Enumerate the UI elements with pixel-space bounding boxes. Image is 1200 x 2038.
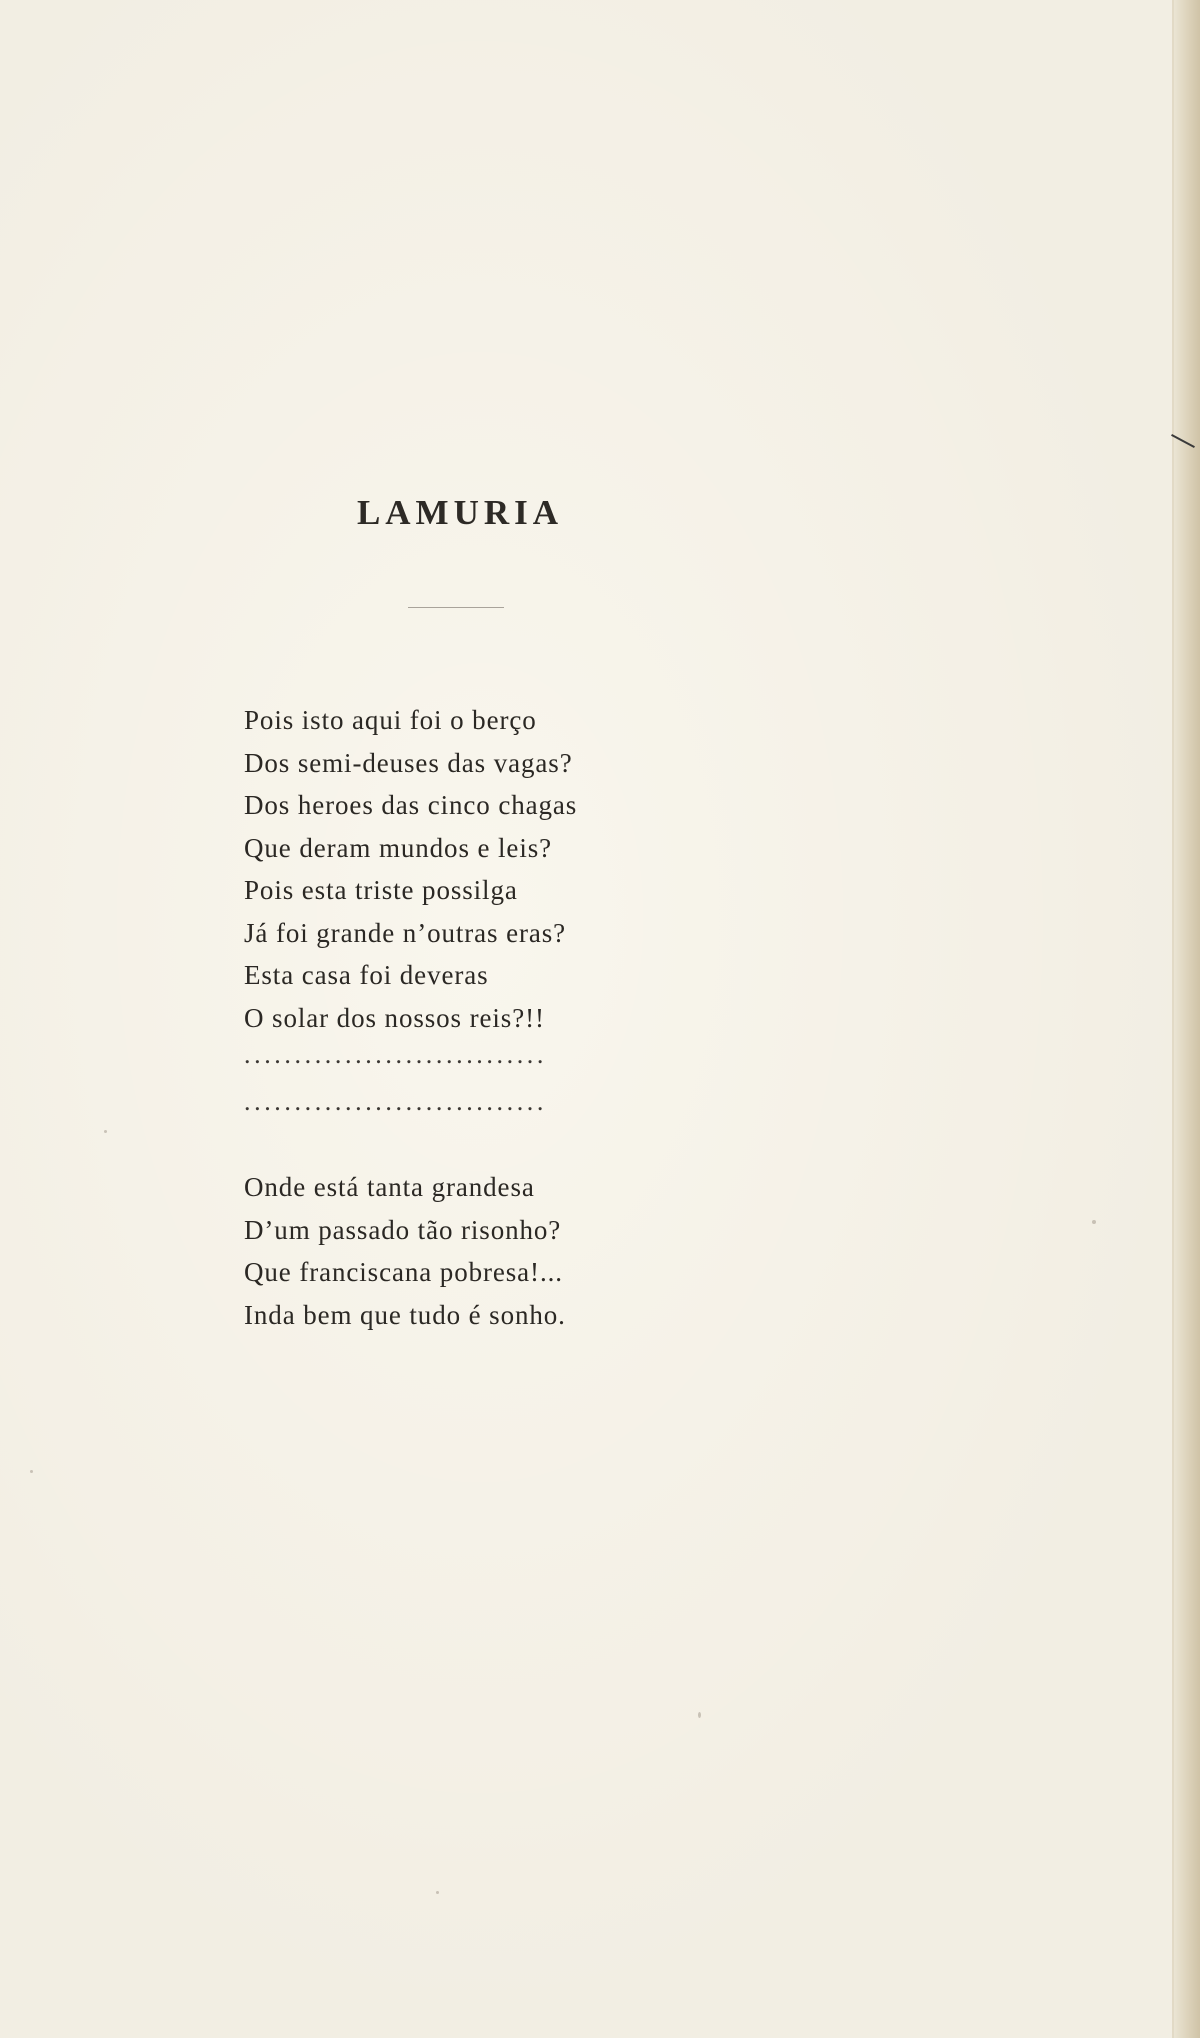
verse-line: Já foi grande n’outras eras? xyxy=(244,917,567,948)
verse-line: Que deram mundos e leis? xyxy=(244,832,553,863)
stanza-1 xyxy=(244,699,577,1039)
verse-line: Onde está tanta grandesa xyxy=(244,1172,535,1202)
ellipsis-line: .............................. xyxy=(244,1087,547,1116)
paper-speck xyxy=(1092,1220,1096,1224)
verse-line: Pois isto aqui foi o berço xyxy=(244,705,537,735)
verse-line: Dos heroes das cinco chagas xyxy=(244,790,578,820)
stanza-2 xyxy=(244,1166,566,1336)
poem-title: LAMURIA xyxy=(356,493,564,533)
paper-speck xyxy=(30,1470,33,1473)
verse-line: O solar dos nossos reis?!! xyxy=(244,1002,545,1033)
paper-speck xyxy=(436,1891,439,1894)
page-edge xyxy=(1174,0,1200,2038)
verse-line: D’um passado tão risonho? xyxy=(244,1214,562,1245)
paper-speck xyxy=(104,1130,107,1133)
verse-line: Esta casa foi deveras xyxy=(244,960,489,990)
verse-line: Inda bem que tudo é sonho. xyxy=(244,1299,566,1330)
verse-line: Dos semi-deuses das vagas? xyxy=(244,747,573,778)
verse-line: Que franciscana pobresa!... xyxy=(244,1257,563,1287)
ellipsis-line: .............................. xyxy=(244,1040,547,1069)
verse-line: Pois esta triste possilga xyxy=(244,875,518,905)
title-rule xyxy=(408,607,504,608)
paper-speck xyxy=(698,1712,701,1718)
